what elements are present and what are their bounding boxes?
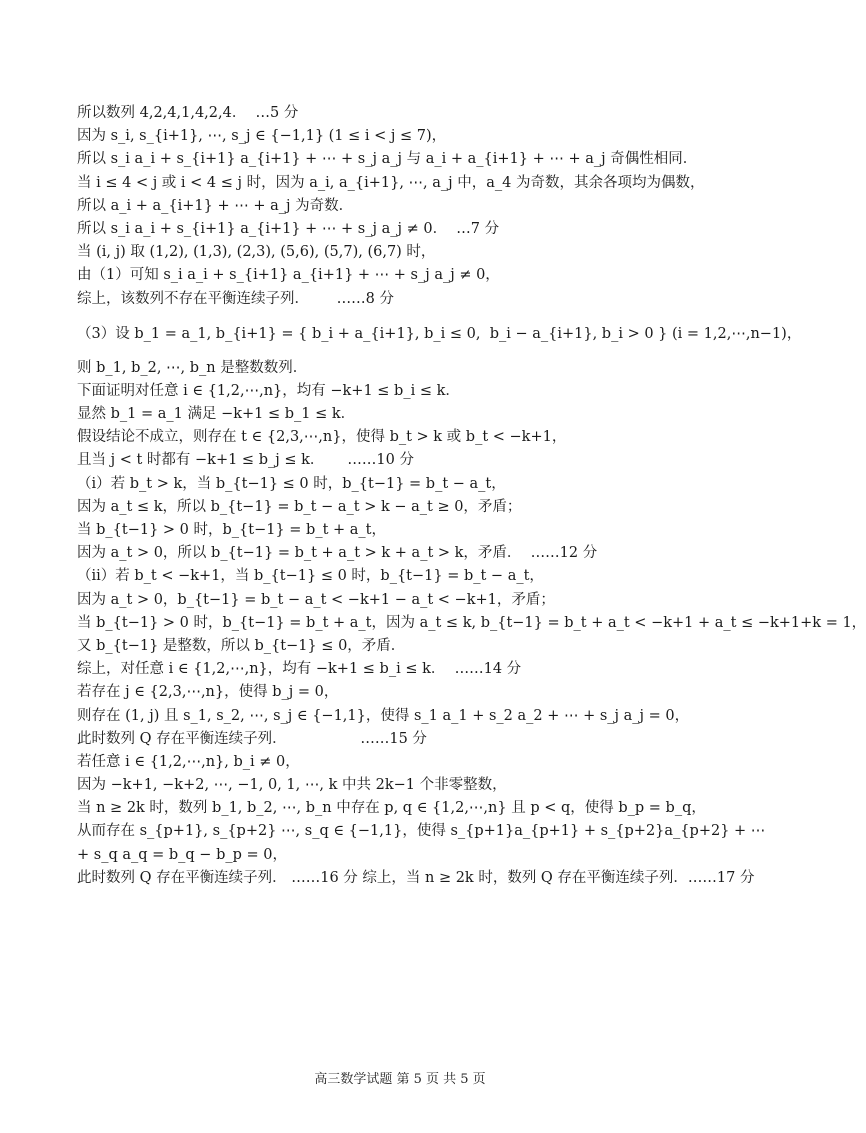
solution-line: 所以 s_i a_i + s_{i+1} a_{i+1} + ⋯ + s_j a_j ≠ 0． …7 分	[77, 220, 500, 237]
page-footer: 高三数学试题 第 5 页 共 5 页	[314, 1072, 486, 1087]
solution-line: 当 n ≥ 2k 时，数列 b_1, b_2, ⋯, b_n 中存在 p, q ∈ {1,2,⋯,n} 且 p < q，使得 b_p = b_q，	[77, 800, 706, 817]
solution-line: 因为 a_t ≤ k，所以 b_{t−1} = b_t − a_t > k − a_t ≥ 0，矛盾；	[77, 498, 522, 515]
solution-line: 则 b_1, b_2, ⋯, b_n 是整数数列．	[77, 359, 308, 376]
solution-line: 此时数列 Q 存在平衡连续子列． ……16 分 综上，当 n ≥ 2k 时，数列 Q 存在平衡连续子列．……17 分	[77, 869, 755, 886]
solution-line: 若存在 j ∈ {2,3,⋯,n}，使得 b_j = 0，	[77, 684, 339, 701]
solution-line: 且当 j < t 时都有 −k+1 ≤ b_j ≤ k． ……10 分	[77, 452, 414, 469]
solution-line: 因为 a_t > 0，b_{t−1} = b_t − a_t < −k+1 − a_t < −k+1，矛盾；	[77, 591, 555, 608]
solution-line: 若任意 i ∈ {1,2,⋯,n}, b_i ≠ 0，	[77, 753, 300, 770]
solution-line: 因为 s_i, s_{i+1}, ⋯, s_j ∈ {−1,1} (1 ≤ i < j ≤ 7)，	[77, 128, 447, 145]
solution-line: 综上，对任意 i ∈ {1,2,⋯,n}，均有 −k+1 ≤ b_i ≤ k． ……14 分	[77, 661, 522, 678]
solution-text	[77, 102, 866, 890]
solution-line: 因为 a_t > 0，所以 b_{t−1} = b_t + a_t > k + a_t > k，矛盾． ……12 分	[77, 545, 598, 562]
solution-line: 因为 −k+1, −k+2, ⋯, −1, 0, 1, ⋯, k 中共 2k−1 个非零整数，	[77, 777, 507, 794]
solution-line: 所以 a_i + a_{i+1} + ⋯ + a_j 为奇数．	[77, 197, 354, 214]
piecewise-definition-line: （3）设 b_1 = a_1, b_{i+1} = { b_i + a_{i+1}, b_i ≤ 0, b_i − a_{i+1}, b_i > 0 } (i = 1,2,⋯,n−1)，	[77, 325, 802, 342]
solution-line: 假设结论不成立，则存在 t ∈ {2,3,⋯,n}，使得 b_t > k 或 b_t < −k+1，	[77, 429, 567, 446]
solution-line: 由（1）可知 s_i a_i + s_{i+1} a_{i+1} + ⋯ + s_j a_j ≠ 0，	[77, 267, 500, 284]
solution-line: 所以数列 4,2,4,1,4,2,4． …5 分	[77, 105, 299, 121]
solution-line: 当 b_{t−1} > 0 时，b_{t−1} = b_t + a_t，因为 a_t ≤ k, b_{t−1} = b_t + a_t < −k+1 + a_t ≤ −k+1+k = 1，	[77, 614, 866, 631]
solution-line: 此时数列 Q 存在平衡连续子列． ……15 分	[77, 730, 427, 747]
solution-line: 从而存在 s_{p+1}, s_{p+2} ⋯, s_q ∈ {−1,1}，使得 s_{p+1}a_{p+1} + s_{p+2}a_{p+2} + ⋯ + s_q a_q = b_q − b_p = 0，	[77, 823, 766, 863]
solution-line: 又 b_{t−1} 是整数，所以 b_{t−1} ≤ 0，矛盾．	[77, 637, 406, 654]
solution-line: 所以 s_i a_i + s_{i+1} a_{i+1} + ⋯ + s_j a_j 与 a_i + a_{i+1} + ⋯ + a_j 奇偶性相同．	[77, 151, 698, 168]
solution-line: 显然 b_1 = a_1 满足 −k+1 ≤ b_1 ≤ k．	[77, 406, 356, 423]
solution-line: 则存在 (1, j) 且 s_1, s_2, ⋯, s_j ∈ {−1,1}，使得 s_1 a_1 + s_2 a_2 + ⋯ + s_j a_j = 0，	[77, 707, 690, 724]
solution-line: 当 (i, j) 取 (1,2), (1,3), (2,3), (5,6), (5,7), (6,7) 时，	[77, 244, 436, 261]
solution-line: （i）若 b_t > k，当 b_{t−1} ≤ 0 时，b_{t−1} = b_t − a_t，	[77, 475, 506, 492]
solution-line: （ii）若 b_t < −k+1，当 b_{t−1} ≤ 0 时，b_{t−1} = b_t − a_t，	[77, 568, 544, 585]
solution-line: 综上，该数列不存在平衡连续子列． ……8 分	[77, 290, 394, 307]
solution-line: 当 i ≤ 4 < j 或 i < 4 ≤ j 时，因为 a_i, a_{i+1}, ⋯, a_j 中，a_4 为奇数，其余各项均为偶数，	[77, 174, 705, 191]
solution-line: 当 b_{t−1} > 0 时，b_{t−1} = b_t + a_t，	[77, 522, 386, 538]
solution-line: 下面证明对任意 i ∈ {1,2,⋯,n}，均有 −k+1 ≤ b_i ≤ k．	[77, 382, 460, 399]
